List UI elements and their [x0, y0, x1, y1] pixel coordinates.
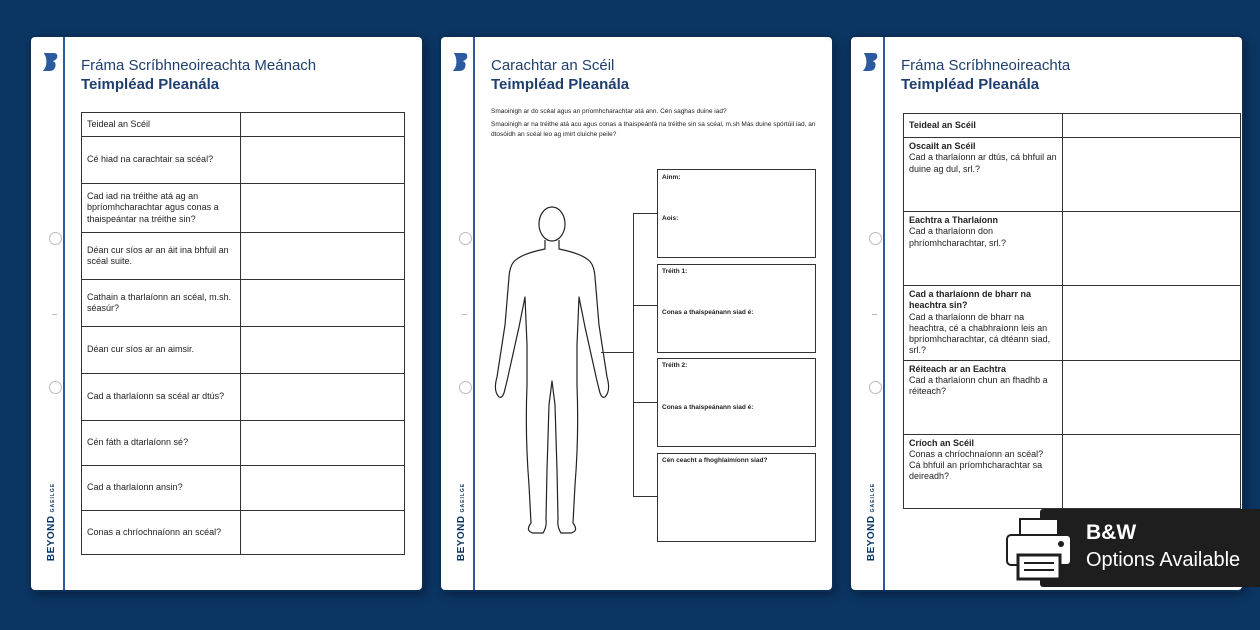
row-prompt — [904, 114, 1063, 138]
page-subtitle: Teimpléad Pleanála — [901, 76, 1040, 93]
table-row — [82, 113, 405, 137]
punch-hole — [869, 381, 882, 394]
table-row — [904, 138, 1241, 212]
table-row — [82, 511, 405, 555]
connector-line — [601, 352, 633, 353]
beyond-logo-icon — [861, 51, 879, 73]
brand-main: BEYOND — [46, 515, 57, 562]
row-heading: Teideal an Scéil — [909, 119, 976, 130]
table-row — [82, 137, 405, 184]
answer-cell[interactable] — [241, 137, 405, 184]
page-title: Carachtar an Scéil — [491, 57, 615, 74]
table-row — [904, 114, 1241, 138]
page-title: Fráma Scríbhneoireachta — [901, 57, 1071, 74]
row-heading: Cad a tharlaíonn de bharr na heachtra sin? — [909, 289, 1032, 311]
instruction-text: Smaoinigh ar do scéal agus an príomhcharachtar atá ann. Cén saghas duine iad? — [491, 108, 727, 115]
table-row — [82, 327, 405, 374]
row-prompt — [904, 434, 1063, 508]
planning-table — [81, 112, 405, 555]
brand-label — [37, 462, 63, 582]
answer-cell[interactable] — [241, 113, 405, 137]
punch-hole — [869, 232, 882, 245]
table-row — [904, 286, 1241, 361]
fold-mark — [872, 314, 877, 315]
row-text: Cad a tharlaíonn chun an fhadhb a réiteach? — [909, 374, 1048, 396]
binding-strip — [63, 37, 65, 590]
table-row — [82, 374, 405, 421]
brand-sub: GAEILGE — [50, 482, 56, 513]
row-text: Conas a chríochnaíonn an scéal? Cá bhfuil an príomhcharachtar sa deireadh? — [909, 448, 1044, 482]
box-label: Cén ceacht a fhoghlaimíonn siad? — [662, 457, 768, 464]
connector-line — [633, 305, 657, 306]
row-heading: Réiteach ar an Eachtra — [909, 363, 1007, 374]
answer-cell[interactable] — [1063, 360, 1241, 434]
beyond-logo-icon — [451, 51, 469, 73]
punch-hole — [459, 232, 472, 245]
row-heading: Oscailt an Scéil — [909, 141, 976, 151]
answer-cell[interactable] — [1063, 138, 1241, 212]
row-text: Cad a tharlaíonn de bharr na heachtra, cé a chabhraíonn leis an bpríomhcharachtar, cá dtéann siad, srl.? — [909, 311, 1051, 356]
row-text: Cad a tharlaíonn ar dtús, cá bhfuil an duine ag dul, srl.? — [909, 152, 1057, 174]
brand-sub: GAEILGE — [870, 482, 876, 513]
fold-mark — [462, 314, 467, 315]
table-row — [82, 233, 405, 280]
answer-cell[interactable] — [241, 466, 405, 511]
box-label: Ainm: — [662, 174, 681, 181]
answer-cell[interactable] — [1063, 114, 1241, 138]
brand-label — [857, 462, 883, 582]
row-text: Cad a tharlaíonn don phríomhcharachtar, srl.? — [909, 226, 1007, 248]
table-row — [904, 360, 1241, 434]
row-prompt: Cad a tharlaíonn ansin? — [82, 466, 241, 511]
box-label: Tréith 2: — [662, 362, 688, 369]
answer-cell[interactable] — [1063, 434, 1241, 508]
row-prompt: Conas a chríochnaíonn an scéal? — [82, 511, 241, 555]
page-title: Fráma Scríbhneoireachta Meánach — [81, 57, 317, 74]
punch-hole — [49, 381, 62, 394]
connector-line — [633, 213, 657, 214]
printer-icon — [1004, 515, 1074, 581]
worksheet-page-2 — [441, 37, 832, 590]
row-prompt — [904, 286, 1063, 361]
answer-cell[interactable] — [1063, 286, 1241, 361]
binding-strip — [473, 37, 475, 590]
lesson-box[interactable] — [657, 453, 816, 542]
answer-cell[interactable] — [241, 421, 405, 466]
answer-cell[interactable] — [241, 184, 405, 233]
name-age-box[interactable] — [657, 169, 816, 258]
bw-options-badge — [1040, 509, 1260, 587]
row-heading: Eachtra a Tharlaíonn — [909, 215, 999, 225]
brand-sub: GAEILGE — [460, 482, 466, 513]
row-prompt: Cad iad na tréithe atá ag an bpríomhcharachtar agus conas a thaispeántar na tréithe sin? — [82, 184, 241, 233]
row-heading: Críoch an Scéil — [909, 437, 975, 448]
table-row — [82, 421, 405, 466]
beyond-logo-icon — [41, 51, 59, 73]
body-outline-icon — [489, 205, 615, 535]
instruction-text: Smaoinigh ar na tréithe atá acu agus conas a thaispeánfá na tréithe sin sa scéal, m.sh Más duine spórtúil iad, an dtosóidh an scéal leo ag imirt cluiche peile? — [491, 121, 816, 138]
table-row — [904, 212, 1241, 286]
answer-cell[interactable] — [241, 511, 405, 555]
page-subtitle: Teimpléad Pleanála — [491, 76, 630, 93]
answer-cell[interactable] — [1063, 212, 1241, 286]
row-prompt: Déan cur síos ar an aimsir. — [82, 327, 241, 374]
row-prompt: Cén fáth a dtarlaíonn sé? — [82, 421, 241, 466]
brand-label — [447, 462, 473, 582]
brand-main: BEYOND — [866, 515, 877, 562]
box-label: Conas a thaispeánann siad é: — [662, 309, 754, 316]
table-row — [82, 184, 405, 233]
punch-hole — [49, 232, 62, 245]
worksheet-page-3 — [851, 37, 1242, 590]
table-row — [904, 434, 1241, 508]
row-prompt: Cathain a tharlaíonn an scéal, m.sh. séasúr? — [82, 280, 241, 327]
row-prompt — [904, 360, 1063, 434]
row-prompt: Teideal an Scéil — [82, 113, 241, 137]
answer-cell[interactable] — [241, 233, 405, 280]
binding-strip — [883, 37, 885, 590]
badge-line-2: Options Available — [1086, 549, 1241, 571]
row-prompt — [904, 212, 1063, 286]
answer-cell[interactable] — [241, 280, 405, 327]
row-prompt — [904, 138, 1063, 212]
answer-cell[interactable] — [241, 374, 405, 421]
punch-hole — [459, 381, 472, 394]
table-row — [82, 466, 405, 511]
page-subtitle: Teimpléad Pleanála — [81, 76, 220, 93]
trait-2-box[interactable] — [657, 358, 816, 447]
row-prompt: Déan cur síos ar an áit ina bhfuil an scéal suite. — [82, 233, 241, 280]
row-prompt: Cad a tharlaíonn sa scéal ar dtús? — [82, 374, 241, 421]
row-prompt: Cé hiad na carachtair sa scéal? — [82, 137, 241, 184]
box-label: Aois: — [662, 215, 679, 222]
brand-main: BEYOND — [456, 515, 467, 562]
answer-cell[interactable] — [241, 327, 405, 374]
badge-line-1: B&W — [1086, 521, 1137, 544]
connector-line — [633, 496, 657, 497]
connector-line — [633, 402, 657, 403]
worksheet-page-1 — [31, 37, 422, 590]
table-row — [82, 280, 405, 327]
box-label: Tréith 1: — [662, 268, 688, 275]
connector-line — [633, 213, 634, 496]
box-label: Conas a thaispeánann siad é: — [662, 404, 754, 411]
fold-mark — [52, 314, 57, 315]
planning-table — [903, 113, 1241, 509]
